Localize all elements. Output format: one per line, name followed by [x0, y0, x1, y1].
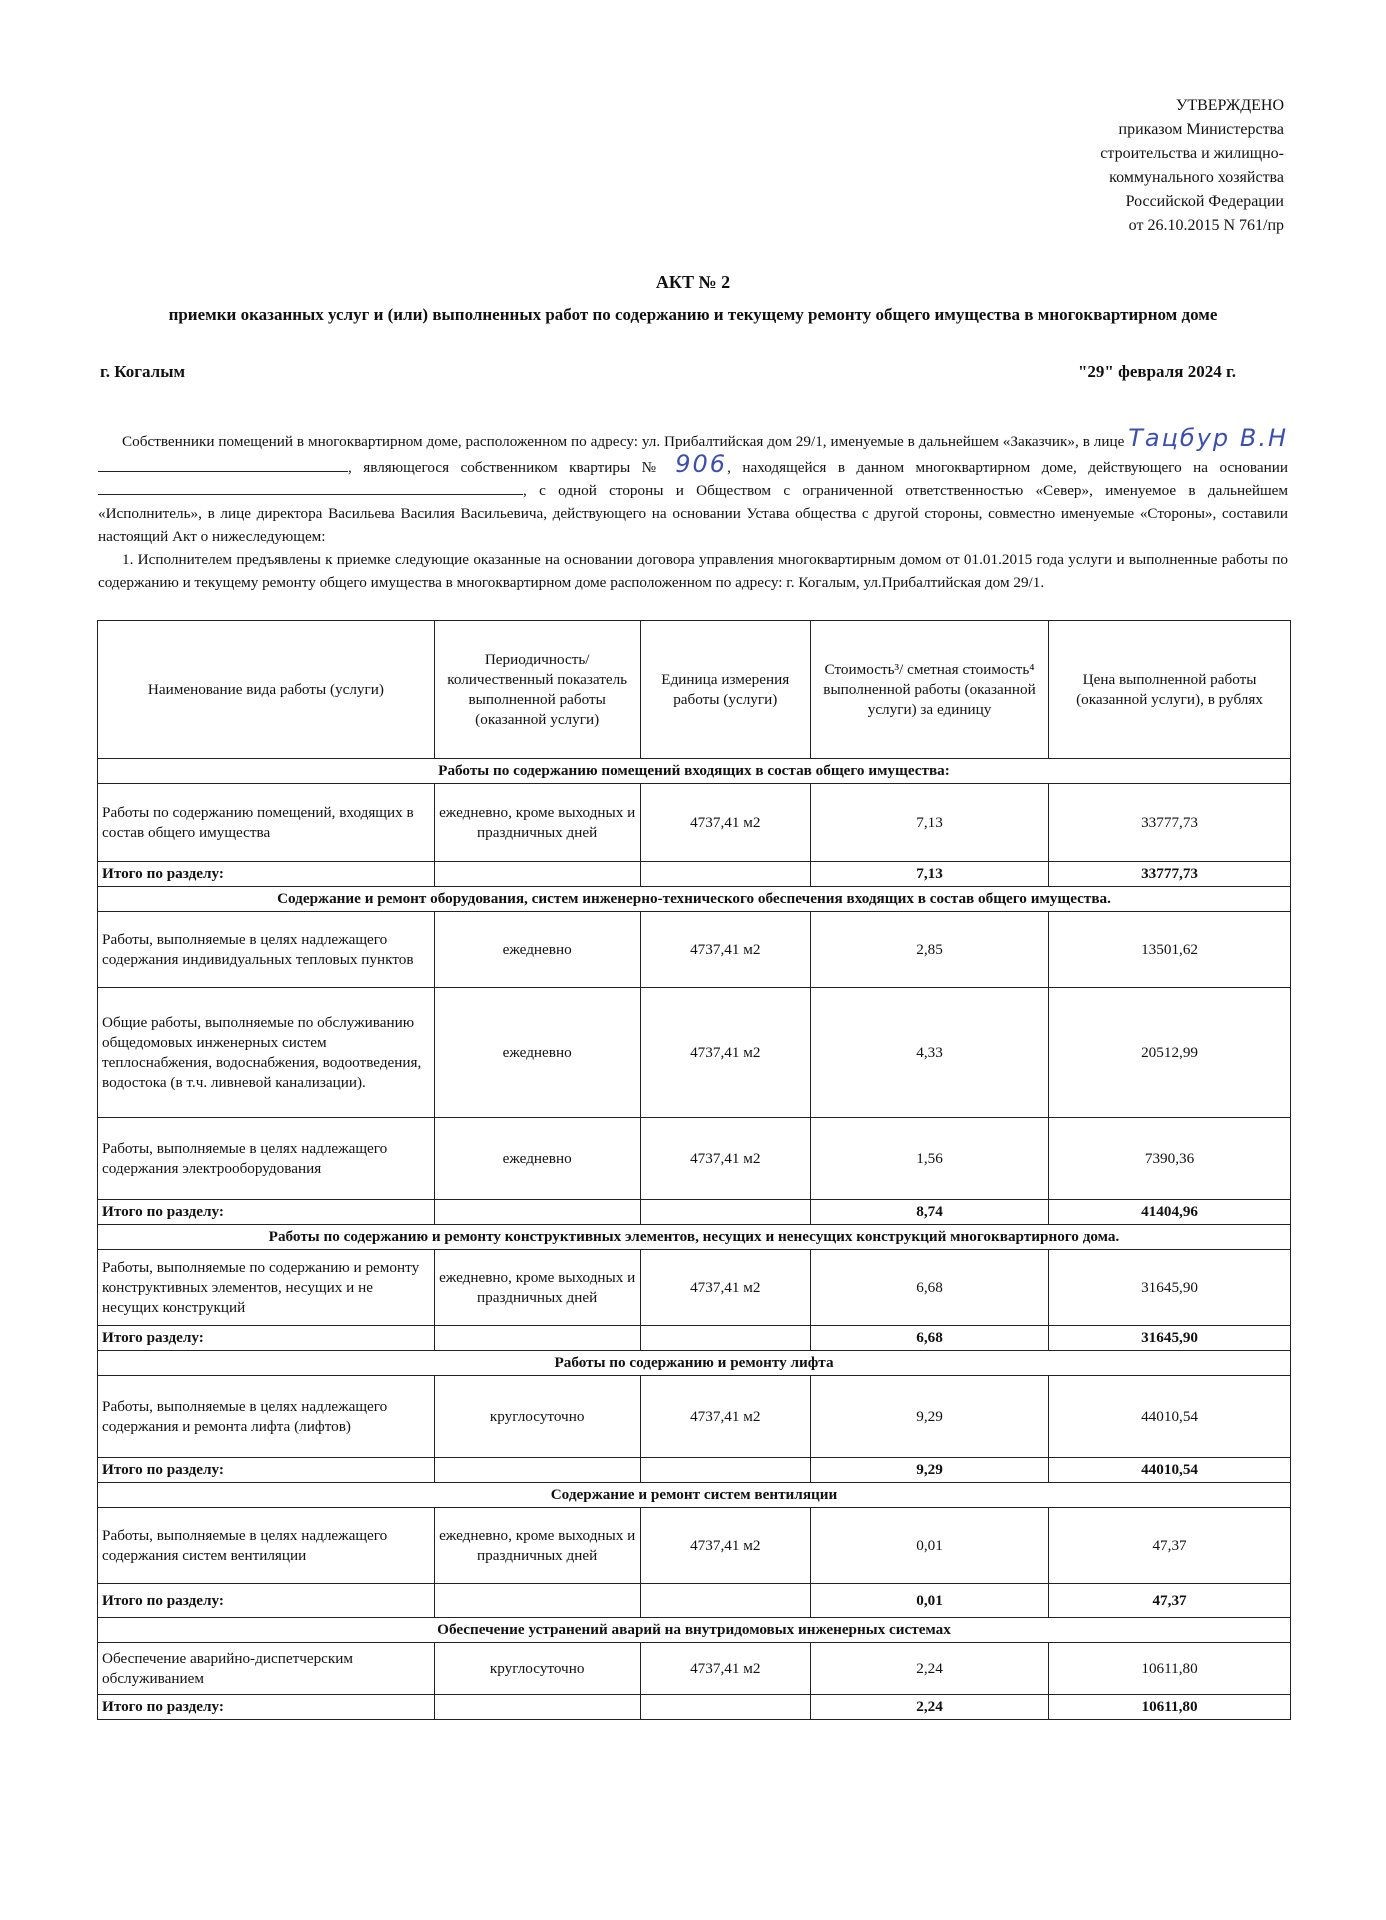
intro-text-part: Собственники помещений в многоквартирном доме, расположенном по адресу: ул. Прибалтийская дом 29/1, именуемые в дальнейшем «Заказчик», в лице	[122, 433, 1125, 450]
total-label: Итого по разделу:	[98, 1584, 435, 1618]
work-name: Работы по содержанию помещений, входящих в состав общего имущества	[98, 784, 435, 862]
work-name: Работы, выполняемые по содержанию и ремонту конструктивных элементов, несущих и не несущих конструкций	[98, 1250, 435, 1326]
act-subtitle: приемки оказанных услуг и (или) выполненных работ по содержанию и текущему ремонту общего имущества в многоквартирном доме	[168, 305, 1218, 324]
table-row	[98, 912, 1291, 988]
work-price: 33777,73	[1049, 784, 1291, 862]
work-unit: 4737,41 м2	[640, 1643, 810, 1695]
section-title: Работы по содержанию и ремонту конструктивных элементов, несущих и ненесущих конструкций многоквартирного дома.	[98, 1225, 1291, 1250]
table-header-row	[98, 621, 1291, 759]
city: г. Когалым	[100, 362, 186, 381]
total-empty	[434, 1584, 640, 1618]
section-total-row	[98, 862, 1291, 887]
total-label: Итого по разделу:	[98, 1458, 435, 1483]
total-empty	[640, 1200, 810, 1225]
work-unit: 4737,41 м2	[640, 1250, 810, 1326]
total-cost: 8,74	[810, 1200, 1048, 1225]
work-periodicity: ежедневно, кроме выходных и праздничных дней	[434, 1250, 640, 1326]
total-label: Итого по разделу:	[98, 862, 435, 887]
intro-text-part: , с одной стороны и Обществом с ограниченной ответственностью «Север», именуемое в дальнейшем «Исполнитель», в лице директора Васильева Василия Васильевича, действующего на основании Устава общества с другой стороны, совместно именуемые «Стороны», составили настоящий Акт о нижеследующем:	[98, 482, 1288, 545]
table-row	[98, 1643, 1291, 1695]
section-total-row	[98, 1200, 1291, 1225]
approval-line: УТВЕРЖДЕНО	[1175, 97, 1284, 114]
section-title-row	[98, 1225, 1291, 1250]
section-title-row	[98, 759, 1291, 784]
owner-signature-handwritten: Тацбур В.Н	[1128, 424, 1289, 452]
header-unit: Единица измерения работы (услуги)	[640, 621, 810, 759]
work-cost: 0,01	[810, 1508, 1048, 1584]
intro-paragraph-1	[98, 424, 1289, 548]
section-title: Работы по содержанию помещений входящих в состав общего имущества:	[98, 759, 1291, 784]
total-label: Итого разделу:	[98, 1326, 435, 1351]
work-cost: 9,29	[810, 1376, 1048, 1458]
total-cost: 2,24	[810, 1695, 1048, 1720]
apartment-number-handwritten: 906	[675, 450, 728, 478]
table-row	[98, 784, 1291, 862]
work-cost: 6,68	[810, 1250, 1048, 1326]
section-total-row	[98, 1458, 1291, 1483]
section-title: Содержание и ремонт систем вентиляции	[98, 1483, 1291, 1508]
total-price: 33777,73	[1049, 862, 1291, 887]
total-cost: 0,01	[810, 1584, 1048, 1618]
header-price: Цена выполненной работы (оказанной услуги), в рублях	[1049, 621, 1291, 759]
work-price: 31645,90	[1049, 1250, 1291, 1326]
work-name: Обеспечение аварийно-диспетчерским обслуживанием	[98, 1643, 435, 1695]
section-title-row	[98, 1618, 1291, 1643]
approval-line: коммунального хозяйства	[1109, 169, 1284, 186]
work-price: 13501,62	[1049, 912, 1291, 988]
work-cost: 2,85	[810, 912, 1048, 988]
total-label: Итого по разделу:	[98, 1695, 435, 1720]
work-name: Работы, выполняемые в целях надлежащего содержания систем вентиляции	[98, 1508, 435, 1584]
work-cost: 7,13	[810, 784, 1048, 862]
work-periodicity: ежедневно, кроме выходных и праздничных дней	[434, 1508, 640, 1584]
total-price: 47,37	[1049, 1584, 1291, 1618]
total-empty	[434, 1458, 640, 1483]
table-row	[98, 1376, 1291, 1458]
total-empty	[434, 1200, 640, 1225]
section-title-row	[98, 1483, 1291, 1508]
work-price: 47,37	[1049, 1508, 1291, 1584]
total-price: 31645,90	[1049, 1326, 1291, 1351]
blank-line	[98, 457, 348, 472]
work-periodicity: ежедневно	[434, 988, 640, 1118]
work-unit: 4737,41 м2	[640, 784, 810, 862]
total-cost: 6,68	[810, 1326, 1048, 1351]
approval-line: строительства и жилищно-	[1100, 145, 1284, 162]
section-title: Работы по содержанию и ремонту лифта	[98, 1351, 1291, 1376]
intro-text	[98, 424, 1289, 594]
header-periodicity: Периодичность/ количественный показатель выполненной работы (оказанной услуги)	[434, 621, 640, 759]
work-name: Общие работы, выполняемые по обслуживанию общедомовых инженерных систем теплоснабжения, водоснабжения, водоотведения, водостока (в т.ч. ливневой канализации).	[98, 988, 435, 1118]
total-empty	[640, 862, 810, 887]
section-title-row	[98, 887, 1291, 912]
total-price: 10611,80	[1049, 1695, 1291, 1720]
total-empty	[434, 862, 640, 887]
work-cost: 1,56	[810, 1118, 1048, 1200]
works-table	[97, 620, 1291, 1720]
work-name: Работы, выполняемые в целях надлежащего содержания индивидуальных тепловых пунктов	[98, 912, 435, 988]
total-cost: 9,29	[810, 1458, 1048, 1483]
section-total-row	[98, 1584, 1291, 1618]
section-title-row	[98, 1351, 1291, 1376]
work-cost: 2,24	[810, 1643, 1048, 1695]
act-date: "29" февраля 2024 г.	[1077, 362, 1236, 381]
work-price: 44010,54	[1049, 1376, 1291, 1458]
table-row	[98, 1250, 1291, 1326]
intro-text-part: , находящейся в данном многоквартирном доме, действующего на основании	[727, 459, 1289, 476]
header-cost: Стоимость³/ сметная стоимость⁴ выполненной работы (оказанной услуги) за единицу	[810, 621, 1048, 759]
work-unit: 4737,41 м2	[640, 988, 810, 1118]
work-name: Работы, выполняемые в целях надлежащего содержания и ремонта лифта (лифтов)	[98, 1376, 435, 1458]
work-price: 7390,36	[1049, 1118, 1291, 1200]
total-price: 44010,54	[1049, 1458, 1291, 1483]
table-row	[98, 1118, 1291, 1200]
section-total-row	[98, 1695, 1291, 1720]
total-empty	[640, 1695, 810, 1720]
approval-line: приказом Министерства	[1118, 121, 1284, 138]
work-periodicity: ежедневно	[434, 912, 640, 988]
approval-line: от 26.10.2015 N 761/пр	[1128, 217, 1284, 234]
blank-line	[98, 480, 523, 495]
act-title: АКТ № 2	[655, 272, 731, 292]
total-cost: 7,13	[810, 862, 1048, 887]
work-periodicity: ежедневно, кроме выходных и праздничных дней	[434, 784, 640, 862]
work-price: 20512,99	[1049, 988, 1291, 1118]
intro-text-part: , являющегося собственником квартиры №	[348, 459, 664, 476]
total-empty	[640, 1326, 810, 1351]
work-price: 10611,80	[1049, 1643, 1291, 1695]
table-row	[98, 988, 1291, 1118]
work-periodicity: круглосуточно	[434, 1643, 640, 1695]
intro-paragraph-2: 1. Исполнителем предъявлены к приемке следующие оказанные на основании договора управления многоквартирным домом от 01.01.2015 года услуги и выполненные работы по содержанию и текущему ремонту общего имущества в многоквартирном доме расположенном по адресу: г. Когалым, ул.Прибалтийская дом 29/1.	[98, 551, 1288, 591]
work-cost: 4,33	[810, 988, 1048, 1118]
section-title: Содержание и ремонт оборудования, систем инженерно-технического обеспечения входящих в состав общего имущества.	[98, 887, 1291, 912]
work-periodicity: ежедневно	[434, 1118, 640, 1200]
total-label: Итого по разделу:	[98, 1200, 435, 1225]
total-empty	[434, 1326, 640, 1351]
total-empty	[640, 1458, 810, 1483]
section-total-row	[98, 1326, 1291, 1351]
work-name: Работы, выполняемые в целях надлежащего содержания электрооборудования	[98, 1118, 435, 1200]
work-periodicity: круглосуточно	[434, 1376, 640, 1458]
total-price: 41404,96	[1049, 1200, 1291, 1225]
work-unit: 4737,41 м2	[640, 1508, 810, 1584]
table-row	[98, 1508, 1291, 1584]
work-unit: 4737,41 м2	[640, 1118, 810, 1200]
approval-line: Российской Федерации	[1125, 193, 1284, 210]
header-name: Наименование вида работы (услуги)	[98, 621, 435, 759]
approval-stamp-block	[1024, 94, 1284, 238]
section-title: Обеспечение устранений аварий на внутридомовых инженерных системах	[98, 1618, 1291, 1643]
work-unit: 4737,41 м2	[640, 912, 810, 988]
total-empty	[640, 1584, 810, 1618]
work-unit: 4737,41 м2	[640, 1376, 810, 1458]
total-empty	[434, 1695, 640, 1720]
